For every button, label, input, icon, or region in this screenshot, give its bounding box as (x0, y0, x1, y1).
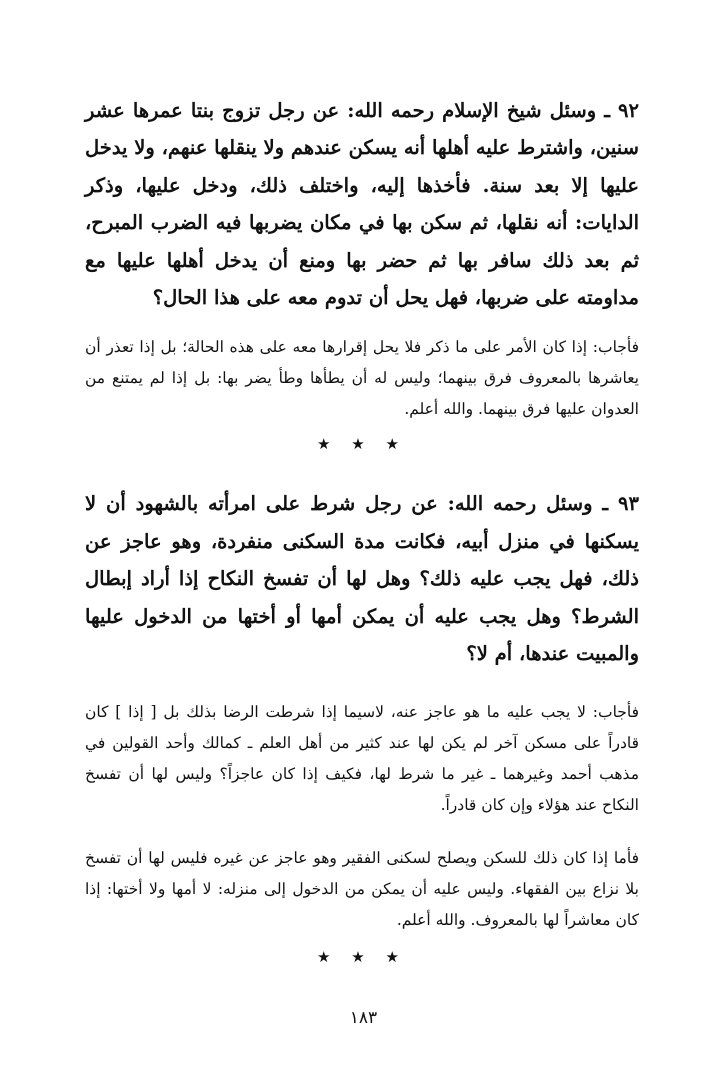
section-separator-end: ★ ★ ★ (317, 948, 407, 967)
question-92: ٩٢ ـ وسئل شيخ الإسلام رحمه الله: عن رجل تزوج بنتا عمرها عشر سنين، واشترط عليه أهلها أنه يسكن عندهم ولا ينقلها عنهم، ولا يدخل عليها إلا بعد سنة. فأخذها إليه، واختلف ذلك، ودخل عليها، وذكر الدايات: أنه نقلها، ثم سكن بها في مكان يضربها فيه الضرب المبرح، ثم بعد ذلك سافر بها ثم حضر بها ومنع أن يدخل أهلها عليها مع مداومته على ضربها، فهل يحل أن تدوم معه على هذا الحال؟ (85, 99, 639, 310)
answer-93-continued: فأما إذا كان ذلك للسكن ويصلح لسكنى الفقير وهو عاجز عن غيره فليس لها أن تفسخ بلا نزاع بين الفقهاء. وليس عليه أن يمكن من الدخول إلى منزله: لا أمها ولا أختها: إذا كان معاشراً لها بالمعروف. والله أعلم. (85, 849, 639, 930)
answer-93: فأجاب: لا يجب عليه ما هو عاجز عنه، لاسيما إذا شرطت الرضا بذلك بل [ إذا ] كان قادراً على مسكن آخر لم يكن لها عند كثير من أهل العلم ـ كمالك وأحد القولين في مذهب أحمد وغيرهما ـ غير ما شرط لها، فكيف إذا كان عاجزاً؟ وليس لها أن تفسخ النكاح عند هؤلاء وإن كان قادراً. (85, 703, 639, 815)
section-separator: ★ ★ ★ (317, 435, 407, 454)
page-number: ١٨٣ (349, 1008, 378, 1028)
answer-92: فأجاب: إذا كان الأمر على ما ذكر فلا يحل إقرارها معه على هذه الحالة؛ بل إذا تعذر أن يعاشرها بالمعروف فرق بينهما؛ وليس له أن يطأها وطأ يضر بها: بل إذا لم يمتنع من العدوان عليها فرق بينهما. والله أعلم. (85, 338, 639, 419)
question-93: ٩٣ ـ وسئل رحمه الله: عن رجل شرط على امرأته بالشهود أن لا يسكنها في منزل أبيه، فكانت مدة السكنى منفردة، وهو عاجز عن ذلك، فهل يجب عليه ذلك؟ وهل لها أن تفسخ النكاح إذا أراد إبطال الشرط؟ وهل يجب عليه أن يمكن أمها أو أختها من الدخول عليها والمبيت عندها، أم لا؟ (85, 492, 639, 666)
